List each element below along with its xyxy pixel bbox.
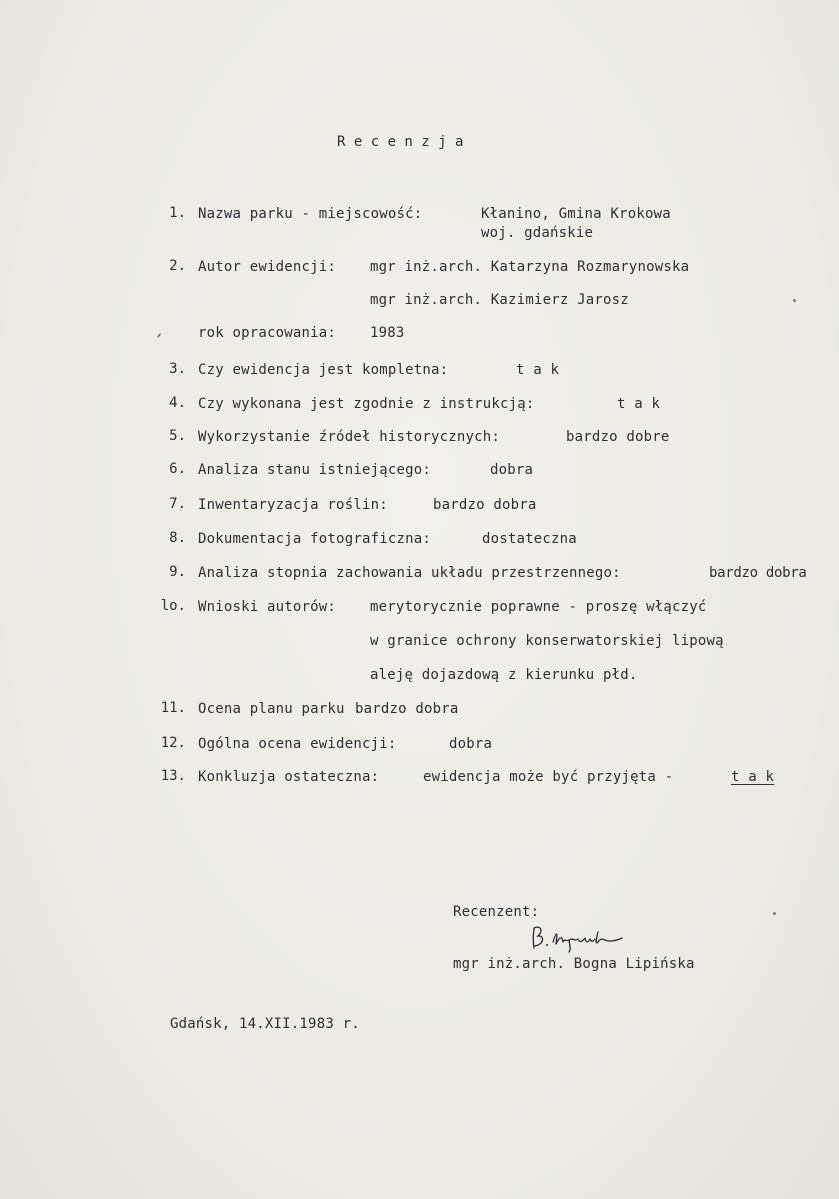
item-12-number: 12.: [160, 735, 186, 751]
item-12-value: dobra: [449, 736, 493, 752]
reviewer-label: Recenzent:: [453, 904, 540, 920]
item-2-label: Autor ewidencji:: [198, 259, 337, 275]
item-13-conclusion: t a k: [731, 769, 775, 785]
item-11-number: 11.: [160, 700, 186, 716]
item-5-number: 5.: [169, 428, 186, 444]
item-10-value: merytorycznie poprawne - proszę włączyć: [370, 599, 707, 615]
item-1-value-line2: woj. gdańskie: [481, 225, 594, 241]
reviewer-name: mgr inż.arch. Bogna Lipińska: [453, 956, 695, 972]
document-title: R e c e n z j a: [337, 134, 464, 150]
item-4-number: 4.: [169, 395, 186, 411]
signature: [528, 920, 648, 954]
item-5-value: bardzo dobre: [566, 429, 670, 445]
item-8-label: Dokumentacja fotograficzna:: [198, 531, 431, 547]
item-9-value: bardzo dobra: [709, 565, 807, 581]
item-10-value-line2: w granice ochrony konserwatorskiej lipową: [370, 633, 724, 649]
item-1-label: Nazwa parku - miejscowość:: [198, 206, 423, 222]
item-3-label: Czy ewidencja jest kompletna:: [198, 362, 449, 378]
item-13-value: ewidencja może być przyjęta -: [423, 769, 674, 785]
item-11-label: Ocena planu parku: [198, 701, 345, 717]
item-9-number: 9.: [169, 564, 186, 580]
item-6-number: 6.: [169, 461, 186, 477]
item-10-label: Wnioski autorów:: [198, 599, 337, 615]
item-8-number: 8.: [169, 530, 186, 546]
item-2-year-value: 1983: [370, 325, 405, 341]
item-7-number: 7.: [169, 496, 186, 512]
item-3-number: 3.: [169, 361, 186, 377]
item-12-label: Ogólna ocena ewidencji:: [198, 736, 397, 752]
item-6-label: Analiza stanu istniejącego:: [198, 462, 431, 478]
item-4-label: Czy wykonana jest zgodnie z instrukcją:: [198, 396, 535, 412]
item-13-label: Konkluzja ostateczna:: [198, 769, 380, 785]
item-10-number: lo.: [160, 598, 186, 614]
speck: [773, 912, 776, 915]
item-6-value: dobra: [490, 462, 534, 478]
item-4-value: t a k: [617, 396, 661, 412]
item-8-value: dostateczna: [482, 531, 577, 547]
item-11-value: bardzo dobra: [355, 701, 459, 717]
item-2-number: 2.: [169, 258, 186, 274]
item-5-label: Wykorzystanie źródeł historycznych:: [198, 429, 501, 445]
item-9-label: Analiza stopnia zachowania układu przestrzennego:: [198, 565, 621, 581]
item-7-label: Inwentaryzacja roślin:: [198, 497, 388, 513]
item-10-value-line3: aleję dojazdową z kierunku płd.: [370, 667, 638, 683]
item-1-value: Kłanino, Gmina Krokowa: [481, 206, 671, 222]
item-2-value-line2: mgr inż.arch. Kazimierz Jarosz: [370, 292, 629, 308]
item-3-value: t a k: [516, 362, 560, 378]
speck: [157, 333, 162, 338]
item-7-value: bardzo dobra: [433, 497, 537, 513]
item-1-number: 1.: [169, 205, 186, 221]
place-date: Gdańsk, 14.XII.1983 r.: [170, 1016, 360, 1032]
speck: [793, 299, 796, 302]
item-2-value: mgr inż.arch. Katarzyna Rozmarynowska: [370, 259, 690, 275]
item-13-number: 13.: [160, 768, 186, 784]
item-2-year-label: rok opracowania:: [198, 325, 337, 341]
